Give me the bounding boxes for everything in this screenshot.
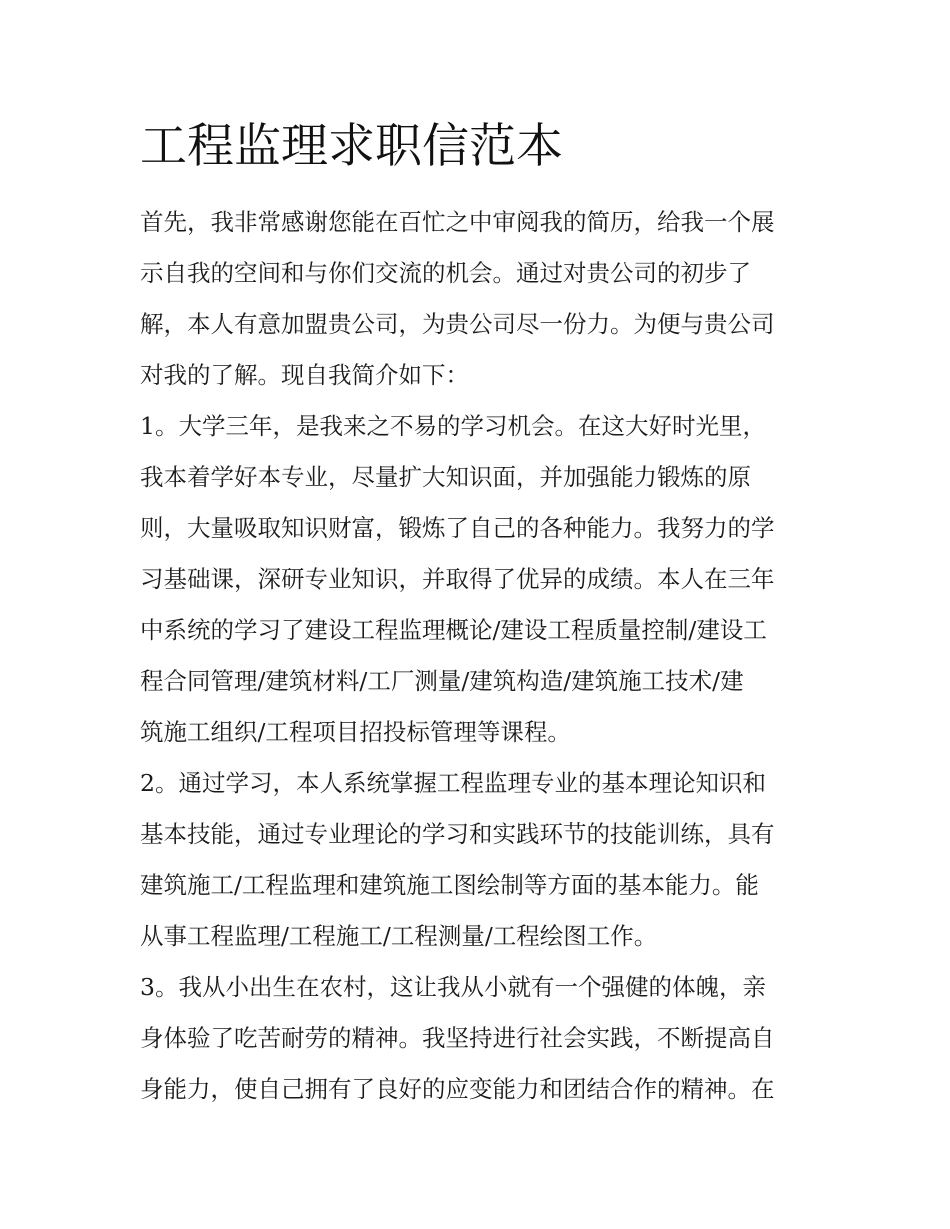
body-line: 首先，我非常感谢您能在百忙之中审阅我的简历，给我一个展 bbox=[140, 208, 775, 236]
body-line: 筑施工组织/工程项目招投标管理等课程。 bbox=[140, 718, 571, 746]
body-line: 习基础课，深研专业知识，并取得了优异的成绩。本人在三年 bbox=[140, 565, 775, 593]
body-line: 解，本人有意加盟贵公司，为贵公司尽一份力。为便与贵公司 bbox=[140, 310, 775, 338]
page-title: 工程监理求职信范本 bbox=[140, 119, 563, 174]
body-line: 2。通过学习，本人系统掌握工程监理专业的基本理论知识和 bbox=[140, 769, 766, 797]
body-line: 程合同管理/建筑材料/工厂测量/建筑构造/建筑施工技术/建 bbox=[140, 667, 744, 695]
body-line: 身能力，使自己拥有了良好的应变能力和团结合作的精神。在 bbox=[140, 1075, 775, 1103]
document-body bbox=[140, 197, 820, 1115]
body-line: 我本着学好本专业，尽量扩大知识面，并加强能力锻炼的原 bbox=[140, 463, 751, 491]
body-line: 对我的了解。现自我简介如下： bbox=[140, 361, 469, 389]
body-line: 基本技能，通过专业理论的学习和实践环节的技能训练，具有 bbox=[140, 820, 775, 848]
body-line: 建筑施工/工程监理和建筑施工图绘制等方面的基本能力。能 bbox=[140, 871, 759, 899]
body-line: 3。我从小出生在农村，这让我从小就有一个强健的体魄，亲 bbox=[140, 973, 766, 1001]
body-line: 中系统的学习了建设工程监理概论/建设工程质量控制/建设工 bbox=[140, 616, 767, 644]
body-line: 从事工程监理/工程施工/工程测量/工程绘图工作。 bbox=[140, 922, 658, 950]
body-line: 身体验了吃苦耐劳的精神。我坚持进行社会实践，不断提高自 bbox=[140, 1024, 775, 1052]
body-line: 示自我的空间和与你们交流的机会。通过对贵公司的初步了 bbox=[140, 259, 751, 287]
body-line: 1。大学三年，是我来之不易的学习机会。在这大好时光里， bbox=[140, 412, 766, 440]
body-line: 则，大量吸取知识财富，锻炼了自己的各种能力。我努力的学 bbox=[140, 514, 775, 542]
